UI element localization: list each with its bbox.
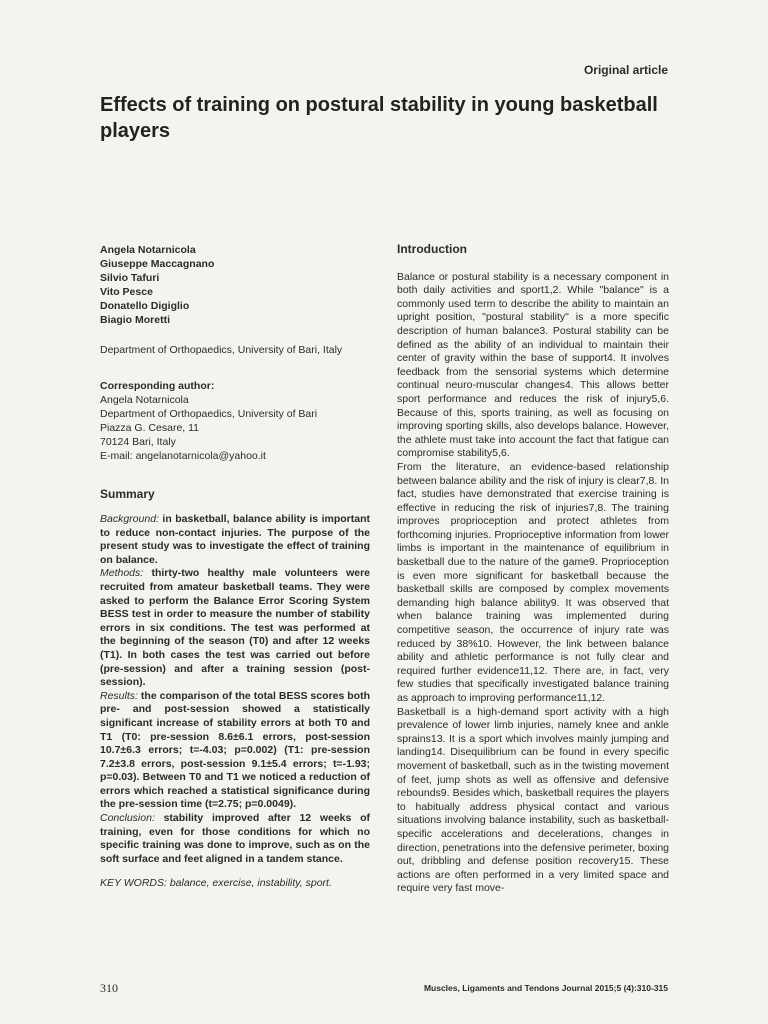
affiliation: Department of Orthopaedics, University of Bari, Italy xyxy=(100,344,343,356)
corresponding-email: E-mail: angelanotarnicola@yahoo.it xyxy=(100,450,266,462)
author-name: Silvio Tafuri xyxy=(100,272,160,284)
summary-text: stability improved after 12 weeks of training, even for those conditions for which no specific training was done to improve, such as on the soft surface and feet aligned in a tandem stance. xyxy=(100,812,370,865)
introduction-paragraph: Basketball is a high-demand sport activity with a high prevalence of lower limb injuries, namely knee and ankle sprains13. It is a sport which involves mainly jumping and landing14. Disequilibrium can be found in every specific movement of basketball, such as in the twisting movement of feet, jump shots as well as offensive and defensive rebounds9. Besides which, basketball requires the players to habitually address physical contact and various situations involving balance instability, such as basketball-specific accelerations and decelerations, changes in direction, penetrations into the defensive perimeter, boxing out, dribbling and defense position recovery15. These actions are often performed in a very limited space and require very fast move- xyxy=(397,705,670,895)
corresponding-line: Department of Orthopaedics, University of Bari xyxy=(100,408,318,420)
summary-heading: Summary xyxy=(100,487,155,501)
corresponding-line: Piazza G. Cesare, 11 xyxy=(100,422,200,434)
keywords: KEY WORDS: balance, exercise, instability, sport. xyxy=(100,877,332,890)
author-name: Donatello Digiglio xyxy=(100,300,190,312)
author-name: Giuseppe Maccagnano xyxy=(100,258,215,270)
corresponding-line: Angela Notarnicola xyxy=(100,394,189,406)
right-column xyxy=(397,243,669,896)
summary-text: the comparison of the total BESS scores both pre- and post-session showed a statistically significant increase of stability errors at both T0 and T1 (T0: pre-session 8.6±6.1 errors, post-session 10.7±6.3 errors; t=-4.03; p=0.002) (T1: pre-session 7.2±3.8 errors, post-session 9.1±5.4 errors; t=-1.93; p=0.03). Between T0 and T1 we noticed a reduction of errors which reached a statistical significance during the pre-session time (t=2.75; p=0.0049). xyxy=(100,689,370,811)
summary-label: Conclusion: xyxy=(100,812,155,825)
summary-methods xyxy=(100,567,370,689)
summary-text: in basketball, balance ability is important to reduce non-contact injuries. The purpose of the present study was to investigate the effect of training on balance. xyxy=(100,513,370,566)
author-list xyxy=(100,243,370,327)
summary-label: Background: xyxy=(100,513,159,525)
summary-results xyxy=(100,690,370,812)
summary-label: Results: xyxy=(100,689,138,702)
left-column xyxy=(100,243,370,890)
summary-label: Methods: xyxy=(100,567,144,580)
author-name: Vito Pesce xyxy=(100,286,153,298)
introduction-heading: Introduction xyxy=(397,242,467,256)
introduction-paragraph: From the literature, an evidence-based relationship between balance ability and the risk of injury is clear7,8. In fact, studies have demonstrated that exercise training is effective in reducing the risk of injuries7,8. The training improves proprioception and protect athletes from forthcoming injuries. Proprioceptive information from lower limbs is important in the maintenance of equilibrium in basketball due to the nature of the game9. Proprioception is even more significant for basketball because the basketball skills are composed by complex movements demanding high balance ability9. It was observed that when balance training was implemented during competitive season, the occurrence of injury rate was reduced by 38%10. However, the link between balance ability and athletic performance is not fully clear and required further evidence11,12. There are, in fact, very few studies that specifically investigated balance training as approach to improving performance11,12. xyxy=(397,460,669,704)
summary-conclusion xyxy=(100,812,370,866)
summary-text: thirty-two healthy male volunteers were recruited from amateur basketball teams. They were asked to perform the Balance Error Scoring System BESS test in order to measure the number of stability errors in six conditions. The test was performed at the beginning of the season (T0) and after 12 weeks (T1). In both cases the test was carried out before (pre-session) and after a training session (post-session). xyxy=(100,567,370,689)
journal-citation: Muscles, Ligaments and Tendons Journal 2015;5 (4):310-315 xyxy=(423,983,668,993)
article-title: Effects of training on postural stability in young basketball players xyxy=(100,94,658,142)
author-name: Angela Notarnicola xyxy=(100,244,196,256)
author-name: Biagio Moretti xyxy=(100,314,170,326)
corresponding-line: 70124 Bari, Italy xyxy=(100,436,176,448)
corresponding-author-block xyxy=(100,379,370,463)
summary-background xyxy=(100,513,370,567)
article-type-tag: Original article xyxy=(583,63,668,77)
introduction-paragraph: Balance or postural stability is a necessary component in both daily activities and sport1,2. While "balance" is a commonly used term to describe the ability to maintain an upright position, "postural stability" is a more specific description of human balance3. Postural stability can be defined as the ability of an individual to maintain their center of gravity within the base of support4. It involves feedback from the sensorial systems which determine continual neuro-muscular changes4. This allows better sport performance and reduces the risk of injury5,6. Because of this, sports training, as well as focusing on improving sporting skills, also develops balance. However, the athlete must take into account the fact that fatigue can compromise stability5,6. xyxy=(397,270,669,460)
corresponding-author-label: Corresponding author: xyxy=(100,380,215,392)
page-number: 310 xyxy=(100,981,118,995)
